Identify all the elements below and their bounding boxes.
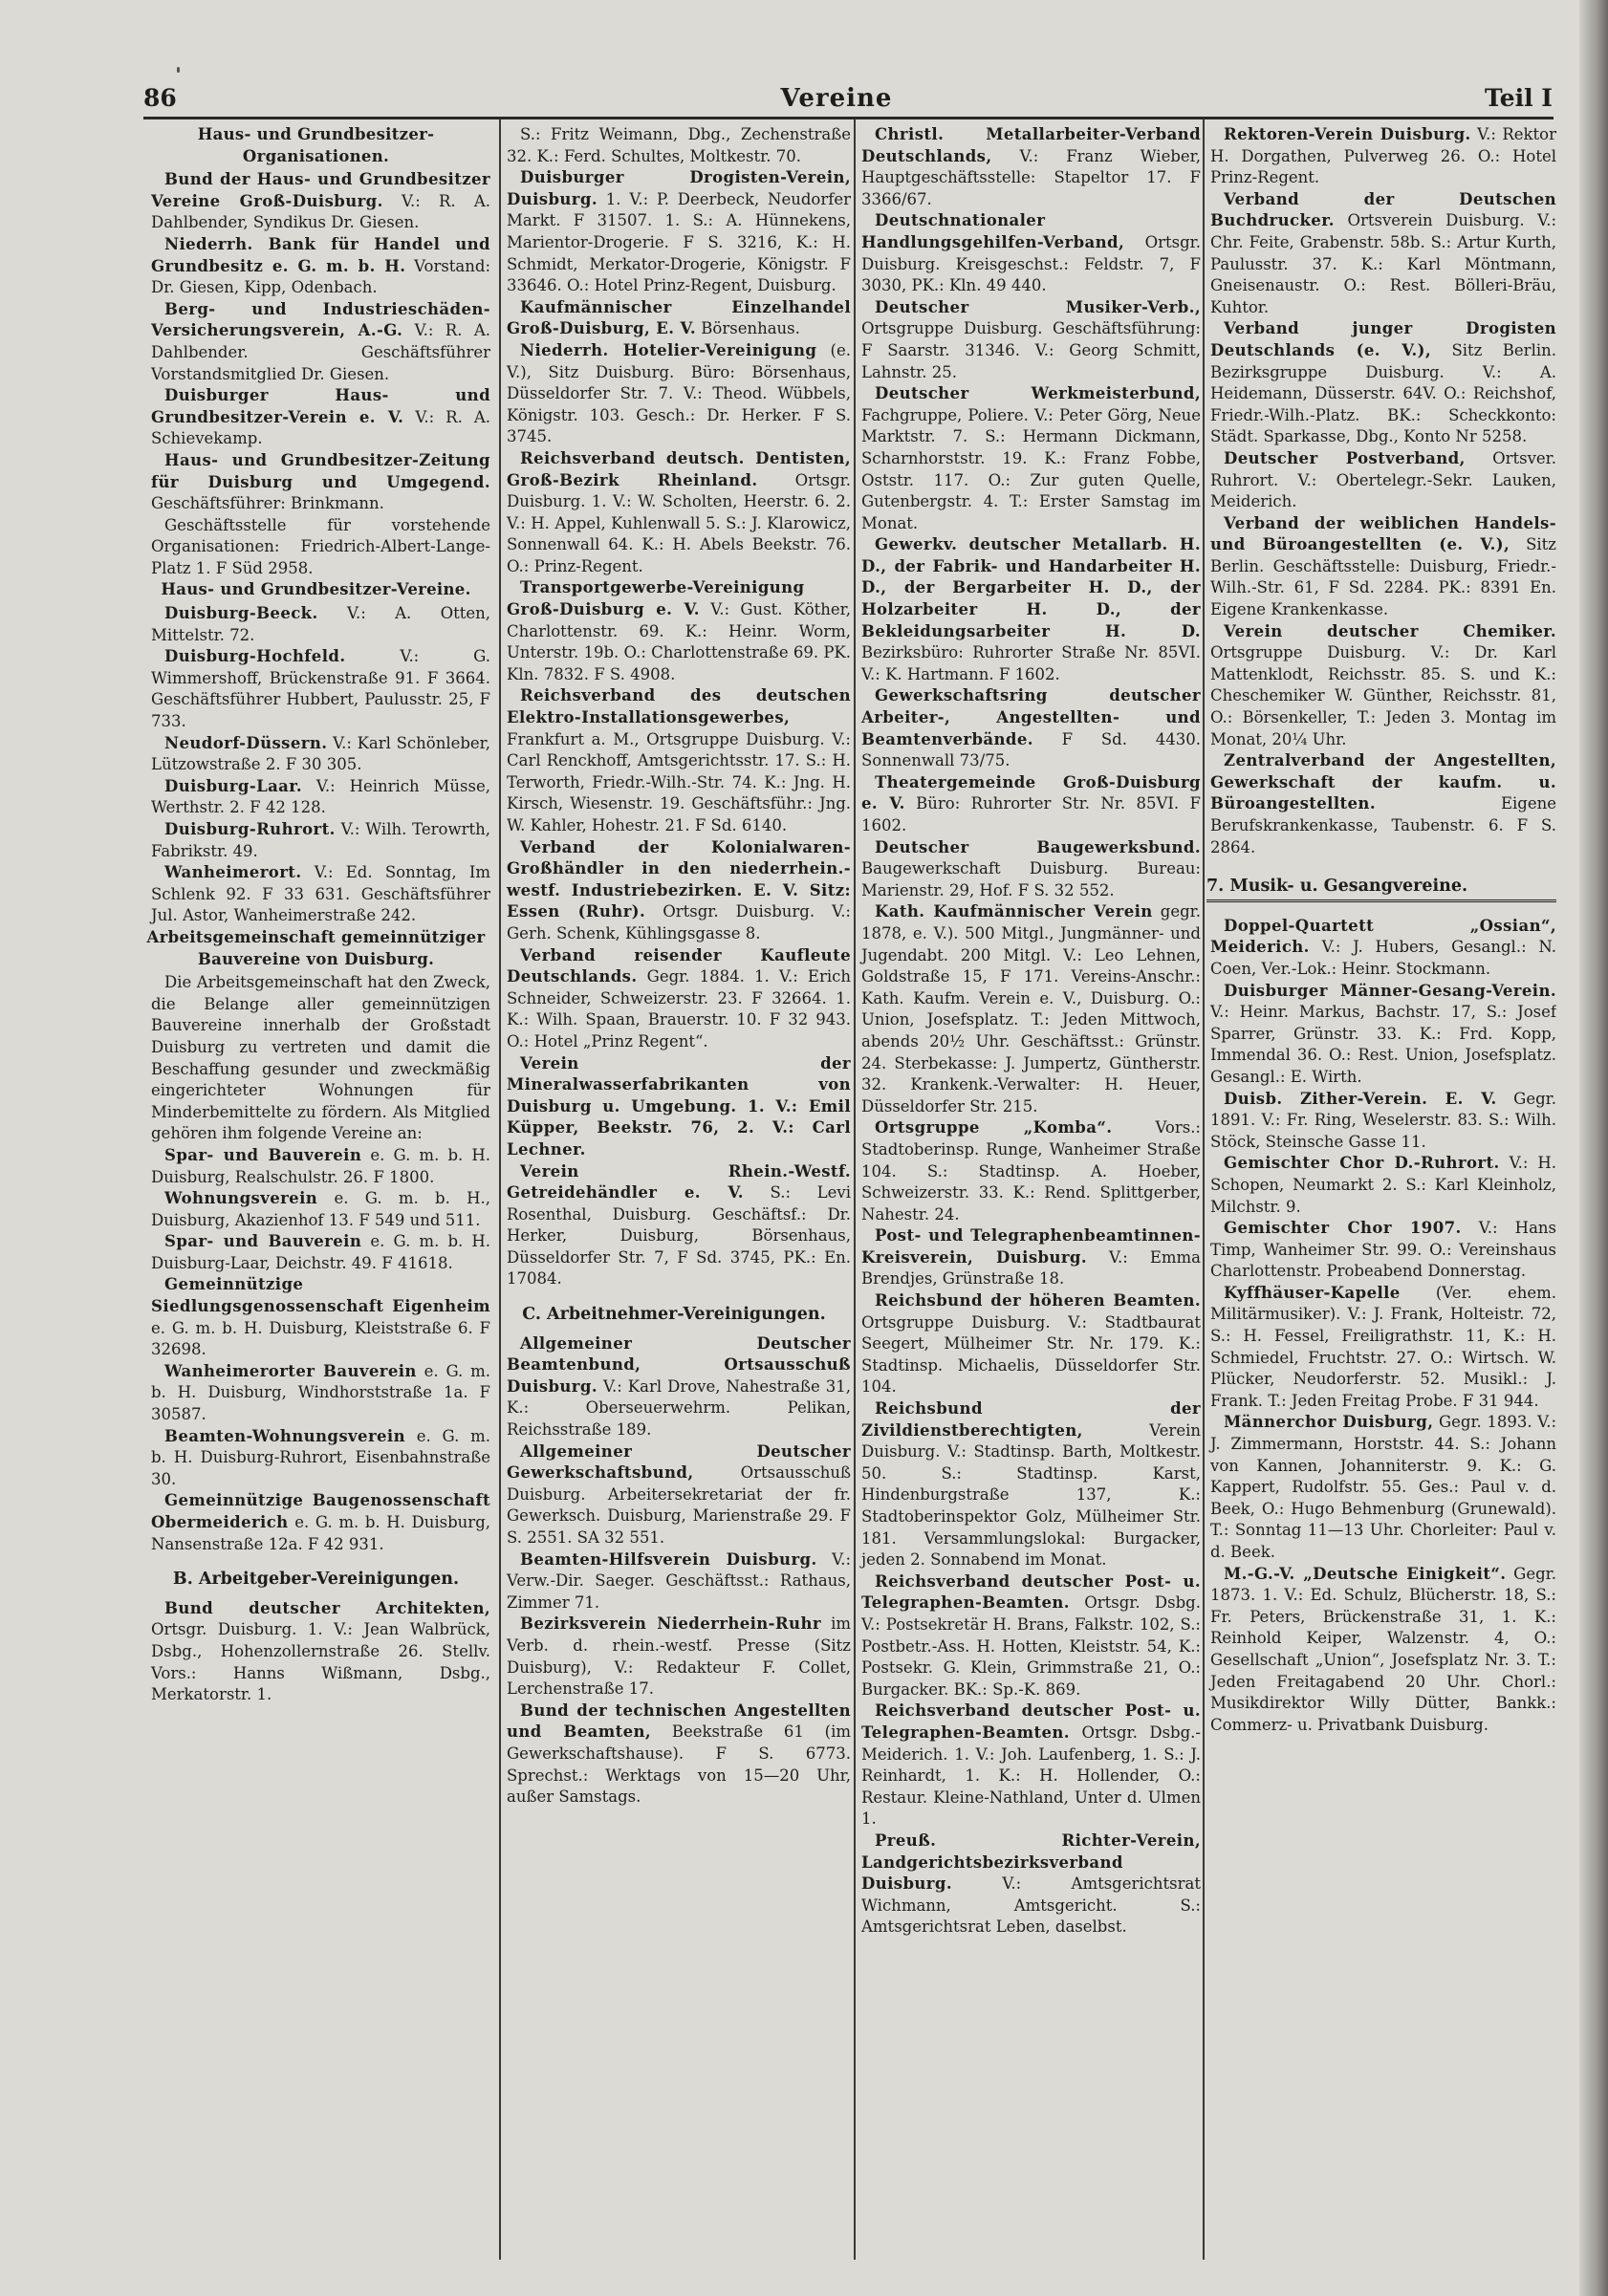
- entry-name: Allgemeiner Deutscher Gewerkschaftsbund,: [507, 1441, 851, 1483]
- entry-details: Gegr. 1893. V.: J. Zimmermann, Horststr. 44. S.: Johann von Kannen, Johanniterstr. 9. K.: G. Kappert, Rudolfstr. 55. Ges.: Paul v. d. Beek, O.: Hugo Behmenburg (Grunewald). T.: Sonntag 11—13 Uhr. Chorleiter: Paul v. d. Beek.: [1210, 1413, 1556, 1561]
- entry-name: Verband junger Drogisten Deutschlands (e. V.),: [1210, 319, 1556, 359]
- entry-name: Verband der weiblichen Handels- und Büroangestellten (e. V.),: [1210, 513, 1556, 554]
- directory-entry: [141, 733, 490, 776]
- directory-entry: [497, 448, 851, 578]
- directory-entry: [1201, 1089, 1556, 1154]
- entry-details: V.: Ed. Sonntag, Im Schlenk 92. F 33 631. Geschäftsführer Jul. Astor, Wanheimerstraße 242.: [151, 863, 490, 925]
- entry-details: S.: Fritz Weimann, Dbg., Zechenstraße 32. K.: Ferd. Schultes, Moltkestr. 70.: [507, 125, 851, 165]
- directory-entry: [1201, 621, 1556, 751]
- entry-details: Gegr. 1873. 1. V.: Ed. Schulz, Blücherstr. 18, S.: Fr. Peters, Brückenstraße 31, 1. K.: Reinhold Keiper, Walzenstr. 4, O.: Gesellschaft „Union“, Josefsplatz Nr. 3. T.: Jeden Freitagabend 20 Uhr. Chorl.: Musikdirektor Willy Dütter, Bankk.: Commerz- u. Privatbank Duisburg.: [1210, 1564, 1556, 1734]
- directory-entry: [1201, 448, 1556, 513]
- entry-details: Geschäftsstelle für vorstehende Organisationen: Friedrich-Albert-Lange-Platz 1. F Süd 2958.: [151, 515, 490, 577]
- entry-name: Spar- und Bauverein: [164, 1145, 362, 1164]
- entry-details: Ortsgr. Dsbg. V.: Postsekretär H. Brans, Falkstr. 102, S.: Postbetr.-Ass. H. Hotten, Kleiststr. 54, K.: Postsekr. G. Klein, Grimmstraße 21, O.: Burgacker. BK.: Sp.-K. 869.: [861, 1593, 1201, 1699]
- directory-entry: [852, 1571, 1201, 1701]
- directory-entry: [1201, 1218, 1556, 1283]
- directory-entry: [497, 1700, 851, 1809]
- entry-name: Wanheimerorter Bauverein: [164, 1361, 417, 1380]
- entry-name: Berg- und Industrieschäden-Versicherungsverein, A.-G.: [151, 299, 490, 340]
- entry-name: Duisb. Zither-Verein. E. V.: [1224, 1089, 1497, 1108]
- entry-details: Ortsgruppe Duisburg. V.: Dr. Karl Mattenklodt, Reichsstr. 85. S. und K.: Cheschemiker W. Günther, Reichsstr. 81, O.: Börsenkeller, T.: Jeden 3. Montag im Monat, 20¼ Uhr.: [1210, 643, 1556, 748]
- entry-name: Gewerkv. deutscher Metallarb. H. D., der Fabrik- und Handarbeiter H. D., der Bergarbeiter H. D., der Holzarbeiter H. D., der Bekleidungsarbeiter H. D.: [861, 535, 1201, 640]
- directory-entry: [852, 297, 1201, 383]
- entry-name: Kath. Kaufmännischer Verein: [875, 902, 1153, 921]
- entry-name: Gemeinnützige Baugenossenschaft Obermeiderich: [151, 1491, 490, 1531]
- entry-details: V.: Karl Schönleber, Lützowstraße 2. F 30 305.: [151, 733, 490, 774]
- entry-name: Duisburg-Hochfeld.: [164, 647, 346, 666]
- directory-entry: [141, 1598, 490, 1706]
- directory-entry: [852, 901, 1201, 1117]
- directory-entry: [497, 297, 851, 340]
- text-column-4: [1201, 124, 1556, 2265]
- entry-details: Ortsgr. Duisburg. V.: Gerh. Schenk, Kühlingsgasse 8.: [507, 902, 851, 942]
- entry-name: Transportgewerbe-Vereinigung Groß-Duisburg e. V.: [507, 578, 805, 619]
- entry-details: Büro: Ruhrorter Str. Nr. 85VI. F 1602.: [861, 794, 1201, 834]
- entry-name: Reichsverband deutscher Post- u. Telegraphen-Beamten.: [861, 1701, 1201, 1742]
- entry-details: Beekstraße 61 (im Gewerkschaftshause). F S. 6773. Sprechst.: Werktags von 15—20 Uhr, außer Samstags.: [507, 1722, 851, 1807]
- entry-name: Zentralverband der Angestellten, Gewerkschaft der kaufm. u. Büroangestellten.: [1210, 751, 1556, 813]
- group-heading: Haus- und Grundbesitzer-Vereine.: [161, 580, 471, 599]
- directory-entry: [852, 124, 1201, 210]
- entry-details: e. G. m. b. H. Duisburg-Laar, Deichstr. 49. F 41618.: [151, 1232, 490, 1272]
- entry-name: Männerchor Duisburg,: [1224, 1413, 1434, 1432]
- directory-entry: [141, 776, 490, 819]
- entry-details: Sitz Berlin. Geschäftsstelle: Duisburg, Friedr.-Wilh.-Str. 61, F Sd. 2284. PK.: 8391 En. Eigene Krankenkasse.: [1210, 535, 1556, 619]
- group-heading: Haus- und Grundbesitzer-Organisationen.: [197, 125, 435, 165]
- entry-details: Eigene Berufskrankenkasse, Taubenstr. 6. F S. 2864.: [1210, 794, 1556, 856]
- directory-entry: [497, 1333, 851, 1441]
- entry-name: Haus- und Grundbesitzer-Zeitung für Duisburg und Umgegend.: [151, 450, 490, 491]
- entry-details: Ortsgruppe Duisburg. V.: Stadtbaurat Seegert, Mülheimer Str. Nr. 179. K.: Stadtinsp. Michaelis, Düsseldorfer Str. 104.: [861, 1312, 1201, 1397]
- entry-details: Geschäftsführer: Brinkmann.: [151, 494, 384, 513]
- entry-name: Reichsbund der Zivildienstberechtigten,: [861, 1399, 1201, 1440]
- entry-details: Ortsgr. Dsbg.-Meiderich. 1. V.: Joh. Laufenberg, 1. S.: J. Reinhardt, 1. K.: H. Hollender, O.: Restaur. Kleine-Nathland, Unter d. Ulmen 1.: [861, 1722, 1201, 1829]
- entry-name: Verband der Kolonialwaren-Großhändler in den niederrhein.-westf. Industriebezirken. E. V. Sitz: Essen (Ruhr).: [507, 837, 851, 921]
- entry-name: Duisburger Drogisten-Verein, Duisburg.: [507, 168, 851, 208]
- entry-name: Beamten-Hilfsverein Duisburg.: [520, 1549, 817, 1569]
- entry-details: Frankfurt a. M., Ortsgruppe Duisburg. V.: Carl Renckhoff, Amtsgerichtsstr. 17. S.: H. Terworth, Friedr.-Wilh.-Str. 74. K.: Jng. H. Kirsch, Wiesenstr. 19. Geschäftsführ.: Jng. W. Kahler, Hohestr. 21. F Sd. 6140.: [507, 729, 851, 834]
- entry-details: Sitz Berlin. Bezirksgruppe Duisburg. V.: A. Heidemann, Düsserstr. 64V. O.: Reichshof, Friedr.-Wilh.-Platz. BK.: Scheckkonto: Städt. Sparkasse, Dbg., Konto Nr 5258.: [1210, 340, 1556, 446]
- entry-details: V.: R. A. Dahlbender. Geschäftsführer Vorstandsmitglied Dr. Giesen.: [151, 321, 490, 383]
- group-heading: Arbeitsgemeinschaft gemeinnütziger Bauvereine von Duisburg.: [146, 927, 486, 968]
- entry-details: V.: Heinrich Müsse, Werthstr. 2. F 42 128.: [151, 776, 490, 817]
- entry-name: Reichsverband deutsch. Dentisten, Groß-Bezirk Rheinland.: [507, 448, 851, 489]
- entry-name: Preuß. Richter-Verein, Landgerichtsbezirksverband Duisburg.: [861, 1830, 1201, 1894]
- entry-details: Verein Duisburg. V.: Stadtinsp. Barth, Moltkestr. 50. S.: Stadtinsp. Karst, Hindenburgstraße 137, K.: Stadtoberinspektor Golz, Mülheimer Str. 181. Versammlungslokal: Burgacker, jeden 2. Sonnabend im Monat.: [861, 1420, 1201, 1570]
- entry-details: F Sd. 4430. Sonnenwall 73/75.: [861, 729, 1201, 770]
- directory-entry: [141, 819, 490, 862]
- directory-entry: [852, 1290, 1201, 1398]
- directory-entry: [141, 603, 490, 646]
- directory-entry: [141, 1426, 490, 1491]
- subsection-heading: C. Arbeitnehmer-Vereinigungen.: [522, 1305, 826, 1325]
- entry-name: Bezirksverein Niederrhein-Ruhr: [520, 1614, 821, 1634]
- page-edge-shadow: [1579, 0, 1608, 2296]
- directory-entry: [141, 862, 490, 927]
- entry-name: Verein der Mineralwasserfabrikanten von Duisburg u. Umgebung. 1. V.: Emil Küpper, Beekstr. 76, 2. V.: Carl Lechner.: [507, 1053, 851, 1159]
- entry-name: Duisburger Haus- und Grundbesitzer-Verein e. V.: [151, 386, 490, 426]
- entry-details: V.: R. A. Schievekamp.: [151, 407, 490, 448]
- entry-details: e. G. m. b. H. Duisburg, Windhorststraße 1a. F 30587.: [151, 1361, 490, 1424]
- entry-name: Deutscher Baugewerksbund.: [875, 837, 1201, 856]
- entry-name: Ortsgruppe „Komba“.: [875, 1118, 1113, 1137]
- entry-details: Ortsverein Duisburg. V.: Chr. Feite, Grabenstr. 58b. S.: Artur Kurth, Paulusstr. 37. K.: Karl Möntmann, Gneisenaustr. O.: Rest. Bölleri-Bräu, Kuhtor.: [1210, 211, 1556, 316]
- directory-entry: [141, 1188, 490, 1231]
- directory-entry: [852, 685, 1201, 771]
- directory-entry: [141, 169, 490, 234]
- entry-details: (Ver. ehem. Militärmusiker). V.: J. Frank, Holteistr. 72, S.: H. Fessel, Freiligrathstr. 11, K.: H. Schmiedel, Fruchtstr. 27. O.: Wirtsch. W. Plücker, Neudorferstr. 52. Musikl.: J. Frank. T.: Jeden Freitag Probe. F 31 944.: [1210, 1283, 1556, 1410]
- directory-entry: [497, 340, 851, 448]
- entry-name: Bund der technischen Angestellten und Beamten,: [507, 1700, 851, 1742]
- entry-name: Verband der Deutschen Buchdrucker.: [1210, 189, 1556, 230]
- entry-name: Gemischter Chor 1907.: [1224, 1219, 1462, 1238]
- directory-entry: [852, 1225, 1201, 1290]
- entry-details: Baugewerkschaft Duisburg. Bureau: Marienstr. 29, Hof. F S. 32 552.: [861, 859, 1201, 899]
- directory-entry: [852, 1398, 1201, 1571]
- entry-details: V.: H. Schopen, Neumarkt 2. S.: Karl Kleinholz, Milchstr. 9.: [1210, 1154, 1556, 1216]
- directory-entry: [141, 646, 490, 732]
- entry-name: Reichsverband des deutschen Elektro-Installationsgewerbes,: [507, 686, 851, 727]
- entry-details: Ortsgr. Duisburg. Kreisgeschst.: Feldstr. 7, F 3030, PK.: Kln. 49 440.: [861, 232, 1201, 295]
- entry-name: Verein deutscher Chemiker.: [1224, 621, 1556, 640]
- directory-entry: [1201, 124, 1556, 189]
- directory-entry: [497, 837, 851, 945]
- entry-details: e. G. m. b. H. Duisburg, Nansenstraße 12a. F 42 931.: [151, 1513, 490, 1553]
- entry-details: Ortsausschuß Duisburg. Arbeitersekretariat der fr. Gewerksch. Duisburg, Marienstraße 29. F S. 2551. SA 32 551.: [507, 1463, 851, 1547]
- entry-details: V.: Hans Timp, Wanheimer Str. 99. O.: Vereinshaus Charlottenstr. Probeabend Donnerstag.: [1210, 1219, 1556, 1281]
- section-title: Vereine: [780, 84, 893, 113]
- entry-name: Duisburg-Beeck.: [164, 604, 318, 623]
- directory-entry: [497, 1614, 851, 1700]
- entry-details: V.: Verw.-Dir. Saeger. Geschäftsst.: Rathaus, Zimmer 71.: [507, 1549, 851, 1612]
- directory-entry: [141, 515, 490, 580]
- directory-entry: [497, 1441, 851, 1549]
- entry-details: e. G. m. b. H. Duisburg-Ruhrort, Eisenbahnstraße 30.: [151, 1426, 490, 1488]
- entry-details: Börsenhaus.: [701, 319, 800, 338]
- entry-details: Vorstand: Dr. Giesen, Kipp, Odenbach.: [151, 256, 490, 297]
- entry-details: 1. V.: P. Deerbeck, Neudorfer Markt. F 31507. 1. S.: A. Hünnekens, Marientor-Drogerie. F S. 3216, K.: H. Schmidt, Merkator-Drogerie, Königstr. F 33646. O.: Hotel Prinz-Regent, Duisburg.: [507, 189, 851, 295]
- entry-name: Deutschnationaler Handlungsgehilfen-Verband,: [861, 211, 1125, 251]
- entry-name: Niederrh. Hotelier-Vereinigung: [520, 340, 817, 359]
- entry-name: Wanheimerort.: [164, 863, 302, 882]
- directory-entry: [141, 1361, 490, 1426]
- entry-name: Duisburg-Laar.: [164, 776, 302, 795]
- text-column-3: [852, 124, 1201, 2265]
- entry-name: Doppel-Quartett „Ossian“, Meiderich.: [1210, 916, 1556, 957]
- directory-entry: [497, 577, 851, 685]
- entry-details: Ortsgruppe Duisburg. Geschäftsführung: F Saarstr. 31346. V.: Georg Schmitt, Lahnstr. 25.: [861, 319, 1201, 381]
- directory-entry: [852, 772, 1201, 837]
- directory-entry: [497, 1549, 851, 1614]
- entry-details: V.: Franz Wieber, Hauptgeschäftsstelle: Stapeltor 17. F 3366/67.: [861, 146, 1201, 208]
- directory-entry: [141, 234, 490, 299]
- entry-name: Theatergemeinde Groß-Duisburg e. V.: [861, 772, 1201, 813]
- entry-name: Niederrh. Bank für Handel und Grundbesitz e. G. m. b. H.: [151, 234, 490, 275]
- entry-name: Deutscher Postverband,: [1224, 448, 1466, 467]
- section-heading: 7. Musik- u. Gesangvereine.: [1206, 876, 1556, 902]
- directory-entry: [497, 685, 851, 836]
- part-label: Teil I: [1484, 84, 1553, 112]
- subsection-heading: B. Arbeitgeber-Vereinigungen.: [172, 1570, 460, 1590]
- directory-entry: [852, 1830, 1201, 1939]
- text-column-2: [497, 124, 851, 2265]
- entry-details: Die Arbeitsgemeinschaft hat den Zweck, die Belange aller gemeinnützigen Bauvereine innerhalb der Großstadt Duisburg zu vertreten und damit die Beschaffung gesunder und zweckmäßig eingerichteter Wohnungen für Minderbemittelte zu fördern. Als Mitglied gehören ihm folgende Vereine an:: [151, 973, 490, 1143]
- text-column-1: [141, 124, 490, 2265]
- entry-details: gegr. 1878, e. V.). 500 Mitgl., Jungmänner- und Jugendabt. 200 Mitgl. V.: Leo Lehnen, Goldstraße 15, F 171. Vereins-Anschr.: Kath. Kaufm. Verein e. V., Duisburg. O.: Union, Josefsplatz. T.: Jeden Mittwoch, abends 20½ Uhr. Geschäftsst.: Grünstr. 24. Sterbekasse: J. Jumpertz, Güntherstr. 32. Krankenk.-Verwalter: H. Heuer, Düsseldorfer Str. 215.: [861, 902, 1201, 1116]
- entry-name: Verein Rhein.-Westf. Getreidehändler e. V.: [507, 1161, 851, 1202]
- entry-details: V.: Emma Brendjes, Grünstraße 18.: [861, 1247, 1201, 1289]
- entry-name: Christl. Metallarbeiter-Verband Deutschlands,: [861, 125, 1201, 165]
- entry-name: M.-G.-V. „Deutsche Einigkeit“.: [1224, 1564, 1507, 1583]
- entry-details: Ortsgr. Duisburg. 1. V.: W. Scholten, Heerstr. 6. 2. V.: H. Appel, Kuhlenwall 5. S.: J. Klarowicz, Sonnenwall 64. K.: H. Abels Beekstr. 76. O.: Prinz-Regent.: [507, 470, 851, 575]
- entry-name: Gemeinnützige Siedlungsgenossenschaft Eigenheim: [151, 1275, 490, 1316]
- entry-details: V.: Heinr. Markus, Bachstr. 17, S.: Josef Sparrer, Grünstr. 33. K.: Frd. Kopp, Immendal 36. O.: Rest. Union, Josefsplatz. Gesangl.: E. Wirth.: [1210, 1003, 1556, 1086]
- entry-details: Vors.: Stadtoberinsp. Runge, Wanheimer Straße 104. S.: Stadtinsp. A. Hoeber, Schweizerstr. 33. K.: Rend. Splittgerber, Nahestr. 24.: [861, 1118, 1201, 1224]
- entry-name: Allgemeiner Deutscher Beamtenbund, Ortsausschuß Duisburg.: [507, 1333, 851, 1396]
- running-header: [115, 84, 1558, 117]
- entry-details: Fachgruppe, Poliere. V.: Peter Görg, Neue Marktstr. 7. S.: Hermann Dickmann, Scharnhorststr. 19. K.: Franz Fobbe, Oststr. 117. O.: Zur guten Quelle, Gutenbergstr. 4. T.: Erster Samstag im Monat.: [861, 405, 1201, 532]
- entry-name: Gemischter Chor D.-Ruhrort.: [1224, 1154, 1500, 1173]
- entry-details: e. G. m. b. H. Duisburg, Realschulstr. 26. F 1800.: [151, 1145, 490, 1186]
- entry-details: e. G. m. b. H., Duisburg, Akazienhof 13. F 549 und 511.: [151, 1189, 490, 1229]
- directory-entry: [141, 972, 490, 1145]
- directory-entry: [1201, 1564, 1556, 1737]
- entry-name: Reichsbund der höheren Beamten.: [875, 1291, 1201, 1310]
- entry-details: V.: Wilh. Terowrth, Fabrikstr. 49.: [151, 820, 490, 860]
- entry-details: V.: R. A. Dahlbender, Syndikus Dr. Giesen.: [151, 191, 490, 232]
- entry-name: Bund der Haus- und Grundbesitzer Vereine Groß-Duisburg.: [151, 170, 490, 210]
- directory-entry: [852, 383, 1201, 534]
- directory-entry: [1201, 981, 1556, 1089]
- ink-speck: [177, 67, 180, 73]
- entry-name: Spar- und Bauverein: [164, 1232, 362, 1251]
- entry-details: V.: Gust. Köther, Charlottenstr. 69. K.: Heinr. Worm, Unterstr. 19b. O.: Charlottenstraße 69. PK. Kln. 7832. F S. 4908.: [507, 600, 851, 683]
- entry-name: Kyffhäuser-Kapelle: [1224, 1283, 1401, 1302]
- directory-entry: [1201, 1412, 1556, 1563]
- entry-name: Beamten-Wohnungsverein: [164, 1426, 405, 1445]
- entry-details: Gegr. 1891. V.: Fr. Ring, Weselerstr. 83. S.: Wilh. Stöck, Steinsche Gasse 11.: [1210, 1089, 1556, 1151]
- entry-name: Neudorf-Düssern.: [164, 733, 328, 752]
- directory-entry: [141, 1231, 490, 1274]
- entry-details: V.: G. Wimmershoff, Brückenstraße 91. F 3664. Geschäftsführer Hubbert, Paulusstr. 25, F 733.: [151, 647, 490, 731]
- entry-details: V.: Amtsgerichtsrat Wichmann, Amtsgericht. S.: Amtsgerichtsrat Leben, daselbst.: [861, 1874, 1201, 1937]
- entry-details: im Verb. d. rhein.-westf. Presse (Sitz Duisburg), V.: Redakteur F. Collet, Lerchenstraße 17.: [507, 1614, 851, 1699]
- directory-entry: [1201, 513, 1556, 621]
- entry-details: Gegr. 1884. 1. V.: Erich Schneider, Schweizerstr. 23. F 32664. 1. K.: Wilh. Spaan, Brauerstr. 10. F 32 943. O.: Hotel „Prinz Regent“.: [507, 967, 851, 1051]
- directory-entry: [1201, 1153, 1556, 1218]
- entry-name: Rektoren-Verein Duisburg.: [1224, 125, 1471, 143]
- directory-entry: [497, 945, 851, 1053]
- entry-details: V.: Rektor H. Dorgathen, Pulverweg 26. O.: Hotel Prinz-Regent.: [1210, 125, 1556, 187]
- entry-details: V.: J. Hubers, Gesangl.: N. Coen, Ver.-Lok.: Heinr. Stockmann.: [1210, 938, 1556, 978]
- page-number: 86: [143, 84, 177, 112]
- entry-name: Gewerkschaftsring deutscher Arbeiter-, Angestellten- und Beamtenverbände.: [861, 686, 1201, 748]
- entry-details: V.: A. Otten, Mittelstr. 72.: [151, 604, 490, 644]
- entry-name: Kaufmännischer Einzelhandel Groß-Duisburg, E. V.: [507, 297, 851, 338]
- directory-entry: [852, 210, 1201, 296]
- entry-name: Bund deutscher Architekten,: [164, 1598, 490, 1617]
- entry-name: Duisburger Männer-Gesang-Verein.: [1224, 981, 1556, 1000]
- entry-name: Verband reisender Kaufleute Deutschlands.: [507, 945, 851, 986]
- entry-details: (e. V.), Sitz Duisburg. Büro: Börsenhaus, Düsseldorfer Str. 7. V.: Theod. Wübbels, Königstr. 103. Gesch.: Dr. Herker. F S. 3745.: [507, 340, 851, 446]
- entry-details: V.: Karl Drove, Nahestraße 31, K.: Oberseuerwehrm. Pelikan, Reichsstraße 189.: [507, 1376, 851, 1440]
- directory-entry: [141, 450, 490, 515]
- entry-details: Ortsgr. Duisburg. 1. V.: Jean Walbrück, Dsbg., Hohenzollernstraße 26. Stellv. Vors.: Hanns Wißmann, Dsbg., Merkatorstr. 1.: [151, 1620, 490, 1704]
- directory-entry: [852, 534, 1201, 685]
- entry-details: S.: Levi Rosenthal, Duisburg. Geschäftsf.: Dr. Herker, Duisburg, Börsenhaus, Düsseldorfer Str. 7, F Sd. 3745, PK.: En. 17084.: [507, 1183, 851, 1289]
- entry-name: Duisburg-Ruhrort.: [164, 820, 336, 838]
- header-rule: [143, 117, 1554, 119]
- directory-entry: [141, 299, 490, 385]
- directory-entry: [141, 1490, 490, 1555]
- directory-entry: [141, 1145, 490, 1188]
- directory-entry: [1201, 318, 1556, 448]
- entry-name: Deutscher Musiker-Verb.,: [875, 297, 1201, 316]
- entry-name: Post- und Telegraphenbeamtinnen-Kreisverein, Duisburg.: [861, 1226, 1201, 1267]
- directory-entry: [852, 1700, 1201, 1830]
- directory-entry: [497, 1161, 851, 1291]
- directory-entry: [852, 837, 1201, 902]
- entry-details: e. G. m. b. H. Duisburg, Kleiststraße 6. F 32698.: [151, 1318, 490, 1359]
- directory-entry: [141, 1274, 490, 1360]
- directory-entry: [497, 1053, 851, 1161]
- entry-name: Reichsverband deutscher Post- u. Telegraphen-Beamten.: [861, 1571, 1201, 1613]
- entry-details: Ortsver. Ruhrort. V.: Obertelegr.-Sekr. Lauken, Meiderich.: [1210, 448, 1556, 511]
- directory-entry: [497, 124, 851, 167]
- directory-entry: [1201, 1283, 1556, 1413]
- entry-details: Bezirksbüro: Ruhrorter Straße Nr. 85VI. V.: K. Hartmann. F 1602.: [861, 643, 1201, 683]
- directory-entry: [141, 385, 490, 450]
- directory-entry: [1201, 189, 1556, 319]
- directory-entry: [852, 1117, 1201, 1225]
- directory-entry: [1201, 916, 1556, 981]
- entry-name: Deutscher Werkmeisterbund,: [875, 384, 1201, 403]
- directory-entry: [1201, 750, 1556, 858]
- entry-name: Wohnungsverein: [164, 1189, 318, 1208]
- directory-entry: [497, 167, 851, 297]
